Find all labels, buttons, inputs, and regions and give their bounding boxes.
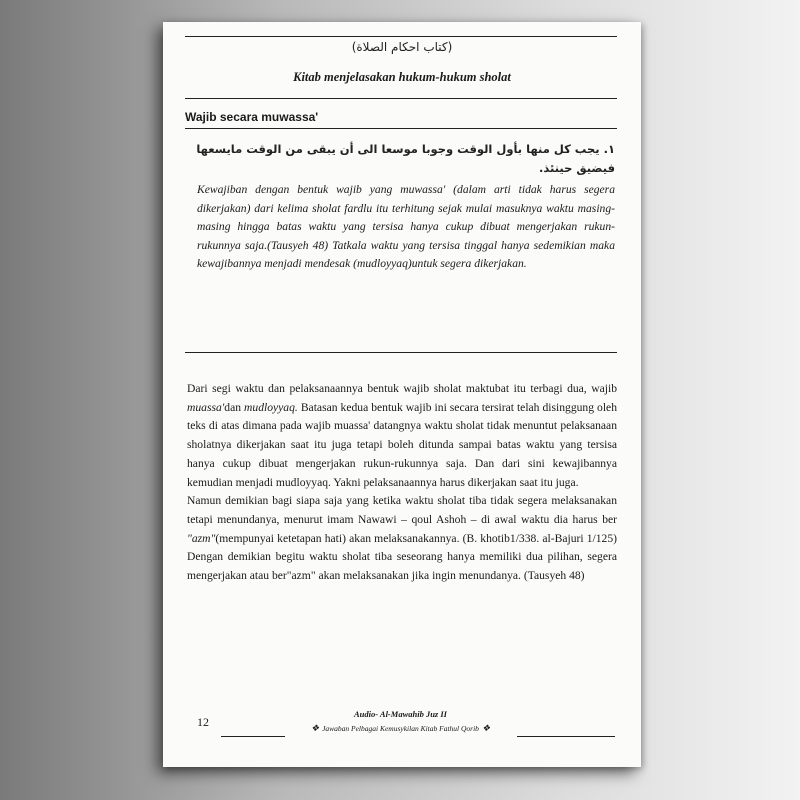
footer-series: Audio- Al-Mawahib Juz II [354, 709, 447, 719]
book-title: Kitab menjelasakan hukum-hukum sholat [293, 70, 511, 84]
header-rule [185, 98, 617, 99]
page-footer [163, 705, 641, 767]
section-rule [185, 128, 617, 129]
ornament-right-icon: ❖ [481, 723, 491, 733]
book-page [163, 22, 641, 767]
footer-subtitle: Jawaban Pelbagai Kemusykilan Kitab Fathul Qorib [322, 724, 479, 733]
ornament-left-icon: ❖ [310, 723, 320, 733]
footer-center [293, 709, 508, 734]
arabic-text: ١. يجب كل منها بأول الوقت وجوبا موسعا الى أن يبقى من الوقت مايسعها فيضيق حينئذ. [196, 142, 615, 175]
translation-paragraph: Kewajiban dengan bentuk wajib yang muwassa' (dalam arti tidak harus segera dikerjakan) dari kelima sholat fardlu itu terhitung sejak mulai masuknya waktu masing-masing hingga batas waktu yang tersisa hanya cukup dibuat mengerjakan rukun-rukunnya saja.(Tausyeh 48) Tatkala waktu yang tersisa tinggal hanya sedemikian maka kewajibannya menjadi mendesak (mudloyyaq)untuk segera dikerjakan. [197, 183, 615, 271]
page-number: 12 [197, 715, 209, 729]
section-heading: Wajib secara muwassa' [185, 110, 319, 124]
footer-rule-left [221, 736, 285, 737]
footer-rule-right [517, 736, 615, 737]
divider-rule [185, 352, 617, 353]
body-paragraph-1: Dari segi waktu dan pelaksanaannya bentuk wajib sholat maktubat itu terbagi dua, wajib muassa'dan mudloyyaq. Batasan kedua bentuk wajib ini secara tersirat telah disinggung oleh teks di atas dimana pada wajib muassa' datangnya waktu sholat tidak menuntut pelaksanaan sholatnya dikerjakan saat itu juga tetapi boleh ditunda sampai batas waktu yang tersisa hanya cukup dibuat mengerjakan rukun-rukunnya saja. Dan dari sini kewajibannya kemudian menjadi mudloyyaq. Yakni pelaksanaannya harus dikerjakan saat itu juga. [187, 382, 617, 489]
body-text [187, 380, 617, 586]
book-arabic-title: (كتاب احكام الصلاة) [351, 40, 453, 54]
body-paragraph-2: Namun demikian bagi siapa saja yang ketika waktu sholat tiba tidak segera melaksanakan tetapi menundanya, menurut imam Nawawi – qoul Ashoh – di awal waktu dia harus ber "azm"(mempunyai ketetapan hati) akan melaksanakannya. (B. khotib1/338. al-Bajuri 1/125) Dengan demikian begitu waktu sholat tiba seseorang hanya memiliki dua pilihan, segera mengerjakan atau ber"azm" akan melaksanakan jika ingin menundanya. (Tausyeh 48) [187, 494, 617, 583]
footer-subtitle-line [293, 723, 508, 734]
top-rule [185, 36, 617, 37]
